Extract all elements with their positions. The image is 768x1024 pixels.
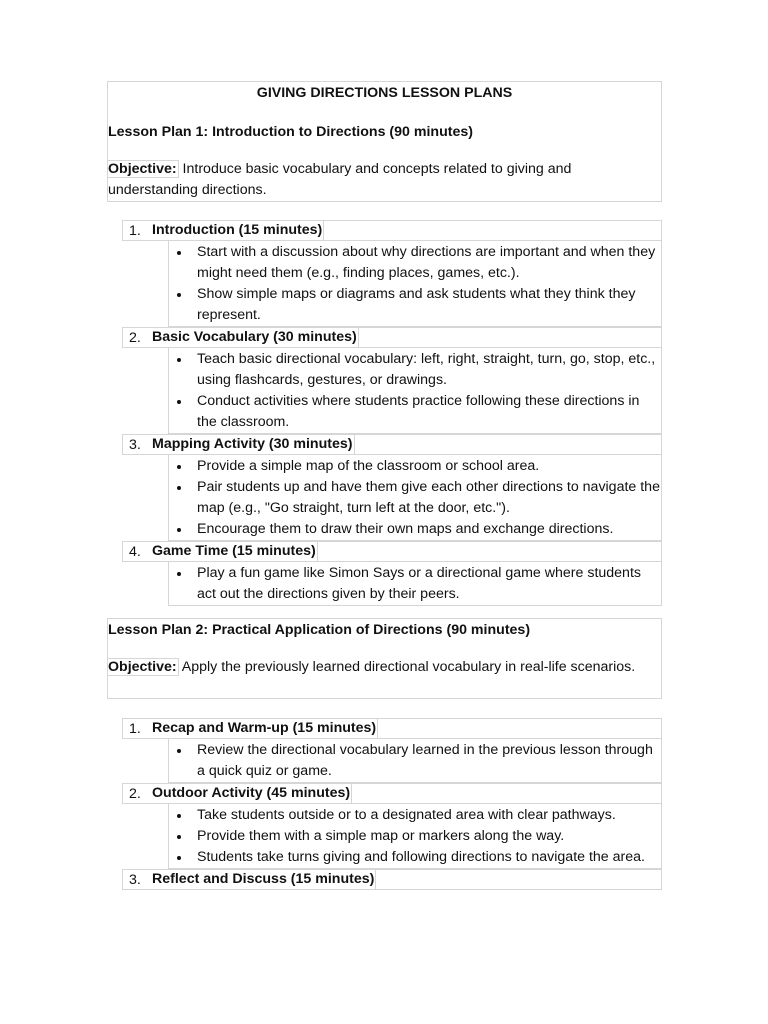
bullet-list (168, 241, 662, 327)
bullet-item: Play a fun game like Simon Says or a directional game where students act out the directions given by their peers. (169, 563, 661, 605)
bullet-item: Conduct activities where students practice following these directions in the classroom. (169, 391, 661, 433)
lesson2-objective (108, 657, 661, 678)
bullet-list (168, 348, 662, 434)
bullet-item: Provide them with a simple map or markers along the way. (169, 826, 661, 847)
bullet-list (168, 804, 662, 869)
step-number: 4. (129, 544, 141, 560)
bullet-item: Provide a simple map of the classroom or school area. (169, 456, 661, 477)
lesson1-objective-label: Objective: (108, 161, 177, 177)
step-number: 3. (129, 437, 141, 453)
step-row (122, 434, 662, 455)
lesson2-objective-label: Objective: (108, 659, 177, 675)
bullet-item: Pair students up and have them give each other directions to navigate the map (e.g., "Go straight, turn left at the door, etc."). (169, 477, 661, 519)
lesson2-steps (122, 718, 662, 890)
bullet-item: Teach basic directional vocabulary: left, right, straight, turn, go, stop, etc., using flashcards, gestures, or drawings. (169, 349, 661, 391)
bullet-item: Encourage them to draw their own maps and exchange directions. (169, 519, 661, 540)
lesson1-heading: Lesson Plan 1: Introduction to Directions (90 minutes) (108, 124, 473, 140)
step-title: Recap and Warm-up (15 minutes) (152, 718, 378, 739)
lesson1-header-box (107, 81, 662, 202)
step-number: 2. (129, 786, 141, 802)
step-row (122, 327, 662, 348)
step-title: Mapping Activity (30 minutes) (152, 434, 355, 455)
step-row (122, 541, 662, 562)
lesson1-objective (108, 159, 661, 201)
bullet-list (168, 455, 662, 541)
lesson1-objective-text: Introduce basic vocabulary and concepts related to giving and understanding directions. (108, 161, 572, 198)
step-title: Game Time (15 minutes) (152, 541, 318, 562)
lesson2-header-box (107, 618, 662, 699)
step-row (122, 220, 662, 241)
bullet-item: Take students outside or to a designated area with clear pathways. (169, 805, 661, 826)
step-number: 2. (129, 330, 141, 346)
step-number: 1. (129, 721, 141, 737)
bullet-item: Show simple maps or diagrams and ask students what they think they represent. (169, 284, 661, 326)
step-title: Outdoor Activity (45 minutes) (152, 783, 352, 804)
step-row (122, 718, 662, 739)
step-title: Introduction (15 minutes) (152, 220, 324, 241)
bullet-list (168, 562, 662, 606)
document-title: GIVING DIRECTIONS LESSON PLANS (256, 85, 513, 101)
step-row (122, 783, 662, 804)
step-number: 1. (129, 223, 141, 239)
step-number: 3. (129, 872, 141, 888)
lesson1-steps (122, 220, 662, 606)
lesson2-heading: Lesson Plan 2: Practical Application of Directions (90 minutes) (108, 622, 531, 638)
step-title: Reflect and Discuss (15 minutes) (152, 869, 376, 890)
lesson2-objective-text: Apply the previously learned directional vocabulary in real-life scenarios. (178, 659, 636, 675)
step-title: Basic Vocabulary (30 minutes) (152, 327, 359, 348)
bullet-item: Start with a discussion about why directions are important and when they might need them (e.g., finding places, games, etc.). (169, 242, 661, 284)
step-row (122, 869, 662, 890)
bullet-item: Review the directional vocabulary learned in the previous lesson through a quick quiz or game. (169, 740, 661, 782)
bullet-list (168, 739, 662, 783)
bullet-item: Students take turns giving and following directions to navigate the area. (169, 847, 661, 868)
